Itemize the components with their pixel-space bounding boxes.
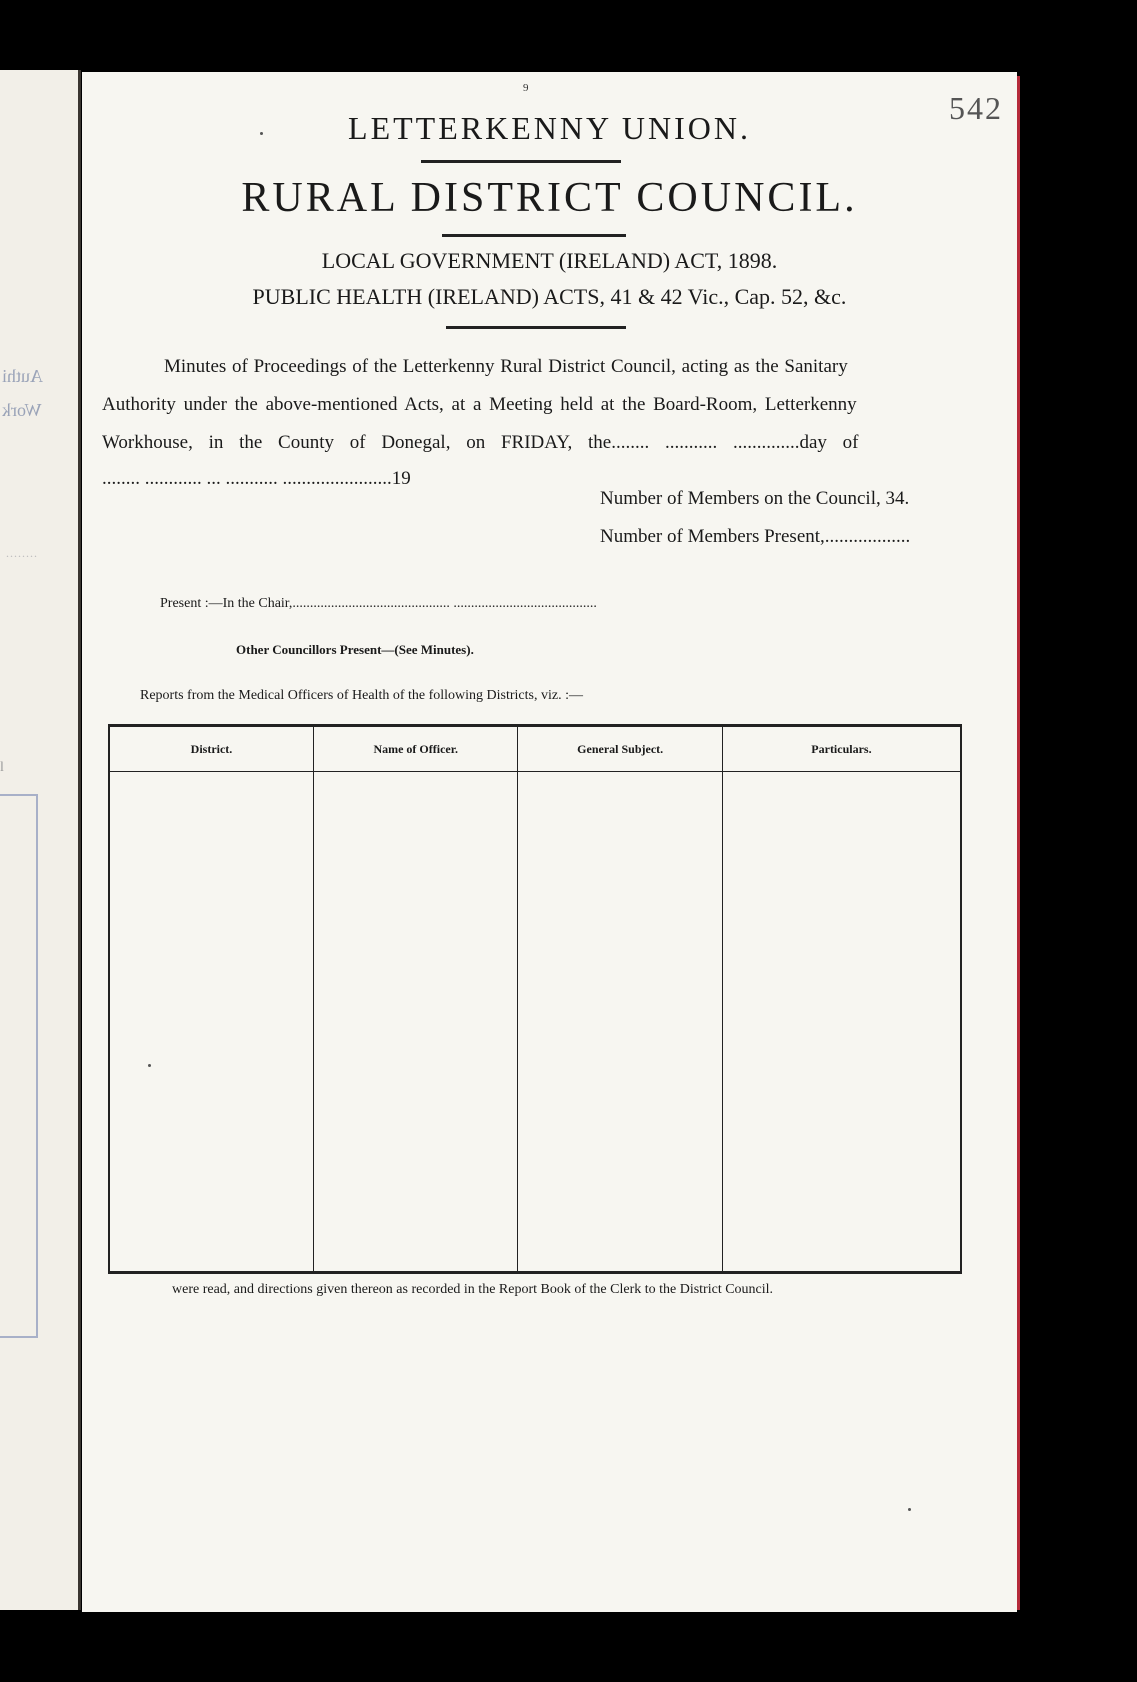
union-title: LETTERKENNY UNION. xyxy=(348,110,751,146)
previous-page-edge xyxy=(0,70,81,1610)
act-line-2: PUBLIC HEALTH (IRELAND) ACTS, 41 & 42 Vic., Cap. 52, &c. xyxy=(252,284,847,309)
act-rule xyxy=(446,326,626,329)
members-total: Number of Members on the Council, 34. xyxy=(600,488,910,509)
bleed-through-mark: l xyxy=(0,760,4,775)
bleed-through-text: Work xyxy=(2,400,42,420)
column-header-subject: General Subject. xyxy=(518,726,722,772)
reports-intro: Reports from the Medical Officers of Health of the following Districts, viz. :— xyxy=(140,688,583,703)
column-header-district: District. xyxy=(109,726,313,772)
members-present: Number of Members Present,.................. xyxy=(600,526,911,547)
table-row xyxy=(109,772,961,1273)
minutes-line-4: ........ ............ ... ........... .......................19 xyxy=(102,468,411,489)
present-chair: Present :—In the Chair,............................................. ......................................... xyxy=(160,596,597,611)
page-red-edge xyxy=(1017,76,1020,1610)
bleed-through-dots: ........ xyxy=(6,546,38,560)
footer-note: were read, and directions given thereon as recorded in the Report Book of the Clerk to the District Council. xyxy=(172,1282,774,1297)
minutes-line-3: Workhouse, in the County of Donegal, on FRIDAY, the........ ........... ..............day of xyxy=(102,432,859,453)
minutes-line-2: Authority under the above-mentioned Acts, at a Meeting held at the Board-Room, Letterkenny xyxy=(102,394,857,415)
folio-number: 9 xyxy=(523,82,529,94)
page-number: 542 xyxy=(949,90,1003,126)
table-header-row xyxy=(109,726,961,772)
table-cell xyxy=(518,772,722,1273)
table-cell xyxy=(722,772,961,1273)
council-title: RURAL DISTRICT COUNCIL. xyxy=(241,175,858,221)
council-rule xyxy=(442,234,626,237)
other-councillors: Other Councillors Present—(See Minutes). xyxy=(236,642,474,657)
column-header-particulars: Particulars. xyxy=(722,726,961,772)
reports-table xyxy=(108,724,962,1274)
ink-speck xyxy=(260,132,263,135)
minutes-line-1: Minutes of Proceedings of the Letterkenny Rural District Council, acting as the Sanitary xyxy=(164,356,848,377)
table-cell xyxy=(313,772,517,1273)
bleed-through-text: Authi xyxy=(2,366,44,386)
ink-speck xyxy=(148,1064,151,1067)
bleed-through-table xyxy=(0,794,38,1338)
ink-speck xyxy=(908,1508,911,1511)
table-cell xyxy=(109,772,313,1273)
title-rule xyxy=(421,160,621,163)
act-line-1: LOCAL GOVERNMENT (IRELAND) ACT, 1898. xyxy=(321,248,778,273)
document-page xyxy=(82,72,1017,1612)
column-header-officer: Name of Officer. xyxy=(313,726,517,772)
